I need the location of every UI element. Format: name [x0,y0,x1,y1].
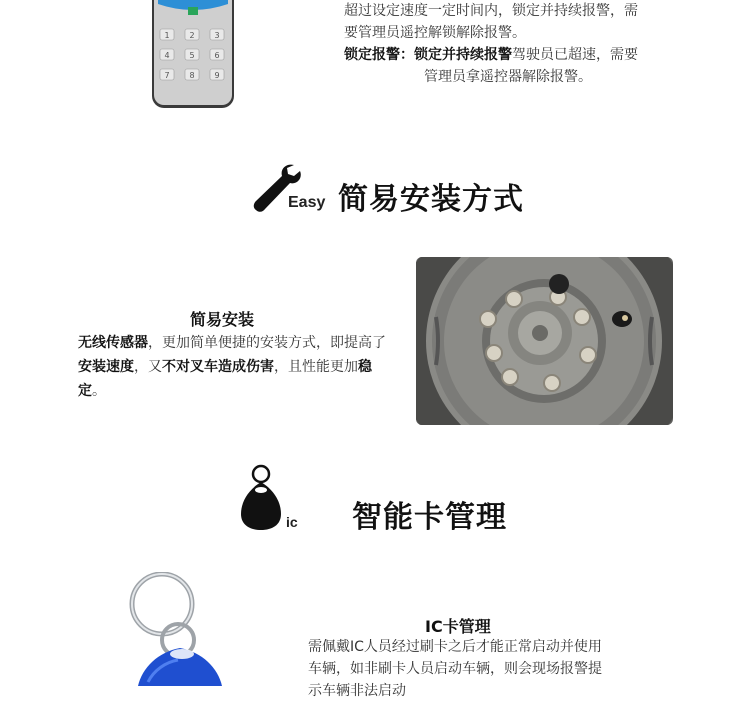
svg-text:9: 9 [214,71,220,80]
lock-alarm-label: 锁定报警： [344,47,414,63]
ic-label: ic [286,514,298,530]
install-b4: 稳定 [78,359,372,399]
svg-text:2: 2 [189,31,195,40]
lock-alarm-line [344,44,694,66]
wheel-sensor-image [416,257,673,425]
install-b1: 无线传感器 [78,335,148,351]
install-b3: 不对叉车造成伤害 [162,359,274,375]
lock-alarm-rest: 驾驶员已超速，需要 [512,47,638,63]
install-b2: 安装速度 [78,359,134,375]
ic-title: IC卡管理 [425,617,491,636]
ic-line-3: 示车辆非法启动 [308,683,406,699]
install-t1: ，更加简单便捷的安装方式，即提高了 [148,335,386,351]
ic-description [308,636,653,702]
svg-text:6: 6 [214,51,220,60]
lock-alarm-bold: 锁定并持续报警 [414,47,512,63]
svg-text:8: 8 [189,71,195,80]
key-fob-icon [238,464,284,532]
ic-line-1: 需佩戴IC人员经过刷卡之后才能正常启动并使用 [308,639,602,655]
install-title: 简易安装 [190,310,255,329]
install-t3: ，且性能更加 [274,359,358,375]
install-description [78,331,390,403]
alarm-description [344,0,694,88]
lock-alarm-line-2: 管理员拿遥控器解除报警。 [424,69,592,85]
install-section-heading: 简易安装方式 [338,182,524,217]
ic-keyfob-image [128,572,228,686]
install-t4: 。 [92,383,106,399]
alarm-line-2: 要管理员遥控解锁解除报警。 [344,25,526,41]
svg-text:1: 1 [164,31,170,40]
alarm-line-1: 超过设定速度一定时间内，锁定并持续报警，需 [344,3,638,19]
svg-text:3: 3 [214,31,220,40]
svg-text:4: 4 [164,51,170,60]
card-section-heading: 智能卡管理 [352,500,507,535]
ic-line-2: 车辆，如非刷卡人员启动车辆，则会现场报警提 [308,661,602,677]
easy-label: Easy [288,194,326,211]
remote-control-image [150,0,236,110]
svg-text:5: 5 [189,51,195,60]
svg-text:7: 7 [164,71,170,80]
install-t2: ，又 [134,359,162,375]
